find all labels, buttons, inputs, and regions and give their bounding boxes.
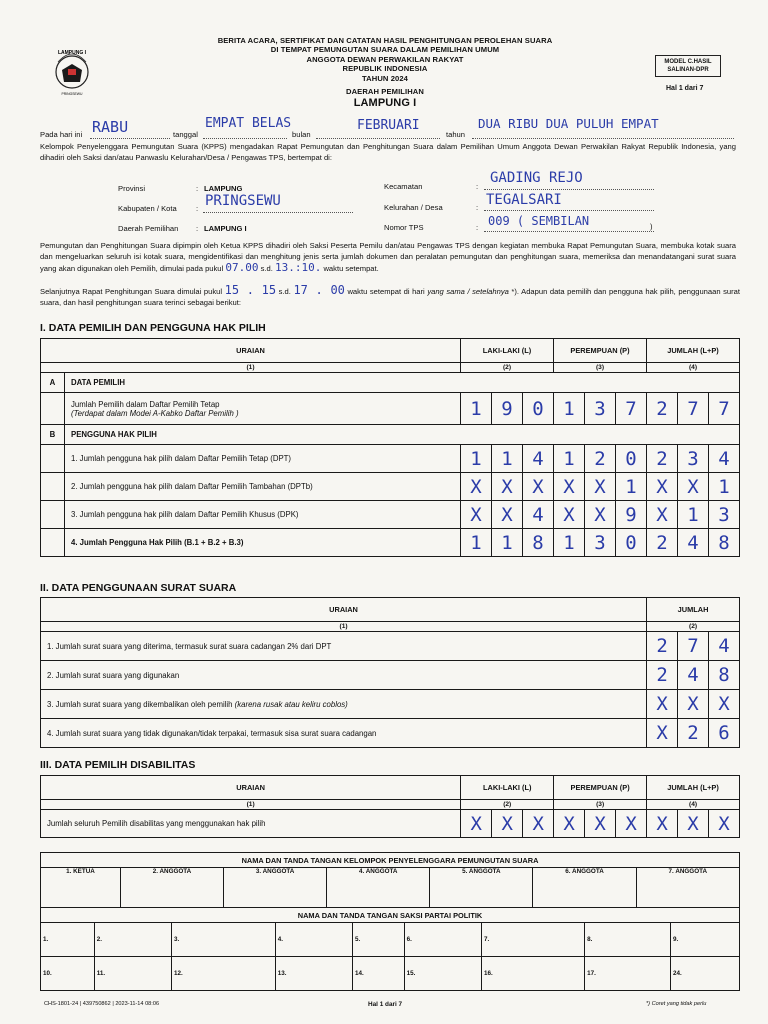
form-page: LAMPUNG I PRINGSEWU BERITA ACARA, SERTIFIKAT DAN CATATAN HASIL PENGHITUNGAN PEROLEHAN SUARA DI TEMPAT PEMUNGUTAN SUARA DALAM PEMILIHAN UMUM ANGGOTA DEWAN PERWAKILAN RAKYAT REPUBLIK INDONESIA TAHUN 2024 DAERAH PEMILIHAN LAMPUNG I MODEL C.HASIL SALINAN-DPR Hal 1 dari 7 Pada hari ini RABU tanggal EMPAT BELAS bulan FEBRUARI tahun DUA RIBU DUA PULUH EMPAT Kelompok Penyelenggara Pemungutan Suara (KPPS) mengadakan Rapat Pemungutan dan Penghitungan Suara dalam Pemilihan Umum Anggota Dewan Perwakilan Rakyat Republik Indonesia, yang dihadiri oleh Saksi dan/atau Panwaslu Kelurahan/Desa / Pengawas TPS, bertempat di: Provinsi : LAMPUNG Kabupaten / Kota : PRINGSEWU Daerah Pemilihan : LAMPUNG I Kecamatan : GADING REJO Kelurahan / Desa : TEGALSARI Nomor TPS : 009 ( SEMBILAN ) Pemungutan dan Penghitungan Suara dipimpin oleh Ketua KPPS dihadiri oleh Saksi Peserta Pemilu dan/atau Pengawas TPS dengan kegiatan membuka Rapat Pemungutan Suara, membuka kotak suara dan mengeluarkan seluruh isi kotak suara, mengidentifikasi dan menghitung jenis serta jumlah dokumen dan peralatan pemungutan dan penghitungan suara, memeriksa dan menandatangani surat suara yang akan digunakan oleh Pemilih, dimulai pada pukul 07.00 s.d. 13.:10. waktu setempat. Selanjutnya Rapat Penghitungan Suara dimulai pukul 15 . 15 s.d. 17 . 00 waktu setempat di hari yang sama / setelahnya *). Adapun data pemilih dan pengguna hak pilih, penggunaan surat suara, dan hasil penghitungan suara terinci sebagai berikut: I. DATA PEMILIH DAN PENGGUNA HAK PILIH URAIAN LAKI-LAKI (L) PEREMPUAN (P) JUMLAH (L+P) (1) (2) (3) (4) A DATA PEMILIH Jumlah Pemilih dalam Daftar Pemilih Tetap (Terdapat dalam Modei A-Kabko Daftar Pemilih ) 1 9 0 1 3 7 2 7 7 B PENGGUNA HAK PILIH 1. Jumlah pengguna hak pilih dalam Daftar Pemilih Tetap (DPT) 1 1 4 1 2 0 2 3 4 2. Jumlah pengguna hak pilih dalam Daftar Pemilih Tambahan (DPTb) X X X X X 1 X X 1 3. Jumlah pengguna hak pilih dalam Daftar Pemilih Khusus (DPK) X X 4 X X 9 X 1 3 4. Jumlah Pengguna Hak Pilih (B.1 + B.2 + B.3) 1 1 8 1 3 0 2 4 8 II. DATA PENGGUNAAN SURAT SUARA URAIAN JUMLAH (1) (2) 1. Jumlah surat suara yang diterima, termasuk surat suara cadangan 2% dari DPT 2 7 4 2. Jumlah surat suara yang digunakan 2 4 8 3. Jumlah surat suara yang dikembalikan oleh pemilih (karena rusak atau keliru coblos) X X X 4. Jumlah surat suara yang tidak digunakan/tidak terpakai, termasuk sisa surat suara cadangan X 2 6 III. DATA PEMILIH DISABILITAS URAIAN LAKI-LAKI (L) PEREMPUAN (P) JUMLAH (L+P) (1) (2) (3) (4) Jumlah seluruh Pemilih disabilitas yang menggunakan hak pilih X X X X X X X X X NAMA DAN TANDA TANGAN KELOMPOK PENYELENGGARA PEMUNGUTAN SUARA 1. KETUA 2. ANGGOTA 3. ANGGOTA 4. ANGGOTA 5. ANGGOTA 6. ANGGOTA 7. ANGGOTA NAMA DAN TANDA TANGAN SAKSI PARTAI POLITIK 1. 2. 3. 4. 5. 6. 7. 8. 9. 10. 11. 12. 13. 14. 15. 16. 17. 24. CHS-1801-24 | 439750862 | 2023-11-14 08:06 Hal 1 dari 7 *) Coret yang tidak perlu (0, 0, 768, 1024)
digit-cell: X (461, 810, 492, 838)
saksi-sign-5[interactable]: 5. (353, 923, 405, 957)
kelurahan-label: Kelurahan / Desa (384, 203, 443, 212)
tps-value: 009 ( SEMBILAN (488, 214, 590, 228)
saksi-sign-16[interactable]: 16. (482, 957, 585, 991)
saksi-sign-2[interactable]: 2. (94, 923, 171, 957)
digit-cell: X (616, 810, 647, 838)
kpps-sign-7[interactable]: 7. ANGGOTA (636, 868, 739, 908)
digit-cell: 2 (678, 719, 709, 748)
digit-cell: X (523, 810, 554, 838)
digit-cell: 7 (678, 393, 709, 425)
s1-b1-text: 1. Jumlah pengguna hak pilih dalam Daftar Pemilih Tetap (DPT) (65, 445, 461, 473)
digit-cell: 3 (585, 393, 616, 425)
procedure-paragraph (40, 240, 736, 274)
kpps-sign-6[interactable]: 6. ANGGOTA (533, 868, 636, 908)
digit-cell: X (585, 501, 616, 529)
s2-row1-text: 1. Jumlah surat suara yang diterima, termasuk surat suara cadangan 2% dari DPT (41, 632, 647, 661)
digit-cell: 0 (523, 393, 554, 425)
s1-b2-text: 2. Jumlah pengguna hak pilih dalam Daftar Pemilih Tambahan (DPTb) (65, 473, 461, 501)
digit-cell: 4 (523, 445, 554, 473)
digit-cell: X (678, 690, 709, 719)
svg-text:LAMPUNG I: LAMPUNG I (57, 50, 87, 56)
s1-col-uraian: URAIAN (41, 339, 461, 363)
digit-cell: X (647, 690, 678, 719)
region-label: DAERAH PEMILIHAN (346, 87, 424, 97)
s2-n2: (2) (647, 622, 740, 632)
daerah-value: LAMPUNG I (204, 224, 247, 233)
s1-col-p: PEREMPUAN (P) (554, 339, 647, 363)
digit-cell: 3 (709, 501, 740, 529)
counting-text-a: Selanjutnya Rapat Penghitungan Suara dimulai pukul (40, 287, 223, 296)
digit-cell: X (678, 810, 709, 838)
saksi-sign-1[interactable]: 1. (41, 923, 95, 957)
padahari-value: RABU (92, 118, 129, 136)
procedure-text: Pemungutan dan Penghitungan Suara dipimpin oleh Ketua KPPS dihadiri oleh Saksi Peserta Pemilu dan/atau Pengawas TPS dengan kegiatan membuka Rapat Pemungutan Suara, membuka kotak suara dan mengeluarkan seluruh isi kotak suara, mengidentifikasi dan menghitung jenis serta jumlah dokumen dan peralatan pemungutan dan penghitungan suara, memeriksa dan menandatangani surat suara yang akan digunakan oleh Pemilih, dimulai pada pukul (40, 241, 736, 273)
saksi-sign-24[interactable]: 24. (670, 957, 739, 991)
counting-text-d: *). Adapun data pemilih dan (511, 287, 607, 296)
section3-title: III. DATA PEMILIH DISABILITAS (40, 759, 196, 771)
section2-table (40, 597, 740, 748)
digit-cell: 0 (616, 445, 647, 473)
count-end-time: 17 . 00 (293, 283, 345, 297)
saksi-sign-12[interactable]: 12. (171, 957, 275, 991)
digit-cell: X (554, 473, 585, 501)
s3-n3: (3) (554, 800, 647, 810)
digit-cell: 2 (647, 661, 678, 690)
digit-cell: 8 (523, 529, 554, 557)
saksi-sign-15[interactable]: 15. (404, 957, 481, 991)
digit-cell: 2 (647, 529, 678, 557)
digit-cell: 2 (647, 393, 678, 425)
section3-table (40, 775, 740, 838)
digit-cell: X (461, 473, 492, 501)
kpps-sign-4[interactable]: 4. ANGGOTA (327, 868, 430, 908)
s3-col-uraian: URAIAN (41, 776, 461, 800)
kpps-sign-3[interactable]: 3. ANGGOTA (224, 868, 327, 908)
start-time: 07.00 (225, 261, 259, 274)
table-row (41, 529, 740, 557)
counting-text-b: waktu setempat di hari (347, 287, 425, 296)
kecamatan-label: Kecamatan (384, 182, 423, 191)
s3-col-p: PEREMPUAN (P) (554, 776, 647, 800)
tahun-value: DUA RIBU DUA PULUH EMPAT (478, 116, 659, 131)
header-line-3: ANGGOTA DEWAN PERWAKILAN RAKYAT (306, 54, 464, 64)
digit-cell: X (554, 810, 585, 838)
kpu-lampung-logo (44, 42, 100, 98)
tahun-label: tahun (446, 130, 466, 139)
saksi-title: NAMA DAN TANDA TANGAN SAKSI PARTAI POLITIK (41, 908, 740, 923)
digit-cell: X (709, 690, 740, 719)
digit-cell: 4 (678, 529, 709, 557)
digit-cell: X (678, 473, 709, 501)
tanggal-label: tanggal (173, 130, 198, 139)
count-start-time: 15 . 15 (224, 283, 277, 297)
table-row (41, 690, 740, 719)
kabupaten-value: PRINGSEWU (205, 193, 281, 209)
saksi-sign-4[interactable]: 4. (275, 923, 352, 957)
s1-n1: (1) (41, 363, 461, 373)
s1-a1-text (65, 393, 461, 425)
s3-col-j: JUMLAH (L+P) (647, 776, 740, 800)
digit-cell: X (647, 473, 678, 501)
digit-cell: 7 (616, 393, 647, 425)
header-line-5: TAHUN 2024 (361, 73, 408, 83)
saksi-sign-13[interactable]: 13. (275, 957, 352, 991)
digit-cell: X (461, 501, 492, 529)
bulan-label: bulan (292, 130, 311, 139)
opening-sentence: Kelompok Penyelenggara Pemungutan Suara (KPPS) mengadakan Rapat Pemungutan dan Penghitungan Suara dalam Pemilihan Umum Anggota Dewan Perwakilan Rakyat Republik Indonesia, yang dihadiri oleh Saksi dan/atau Panwaslu Kelurahan/Desa / Pengawas TPS, bertempat di: (40, 142, 736, 162)
digit-cell: 2 (647, 445, 678, 473)
bulan-value: FEBRUARI (357, 118, 420, 133)
digit-cell: 1 (554, 393, 585, 425)
page-indicator: Hal 1 dari 7 (666, 85, 704, 92)
digit-cell: 1 (709, 473, 740, 501)
s1-a1-sub: (Terdapat dalam Modei A-Kabko Daftar Pemilih ) (71, 408, 239, 418)
s3-col-l: LAKI-LAKI (L) (461, 776, 554, 800)
s1-a-label: A (41, 373, 65, 393)
header-line-1: BERITA ACARA, SERTIFIKAT DAN CATATAN HASIL PENGHITUNGAN PEROLEHAN SUARA (217, 36, 553, 45)
s3-row-text: Jumlah seluruh Pemilih disabilitas yang menggunakan hak pilih (41, 810, 461, 838)
end-time: 13.:10. (274, 261, 322, 274)
waktu-text: waktu setempat. (323, 264, 379, 273)
s1-col-l: LAKI-LAKI (L) (461, 339, 554, 363)
digit-cell: 7 (678, 632, 709, 661)
section1-title: I. DATA PEMILIH DAN PENGGUNA HAK PILIH (40, 322, 266, 334)
table-row (41, 473, 740, 501)
counting-text-e: pengguna hak pilih, penggunaan surat suara, dan hasil penghitungan suara terinci sebagai berikut: (40, 287, 740, 307)
kpps-title: NAMA DAN TANDA TANGAN KELOMPOK PENYELENGGARA PEMUNGUTAN SUARA (41, 853, 740, 868)
digit-cell: 3 (678, 445, 709, 473)
kpps-sign-1[interactable]: 1. KETUA (41, 868, 121, 908)
tanggal-value: EMPAT BELAS (205, 116, 292, 131)
digit-cell: 0 (616, 529, 647, 557)
s1-n4: (4) (647, 363, 740, 373)
digit-cell: X (708, 810, 739, 838)
footer-note: *) Coret yang tidak perlu (646, 1001, 707, 1007)
s2-col-j: JUMLAH (647, 598, 740, 622)
digit-cell: X (647, 810, 678, 838)
digit-cell: 1 (492, 445, 523, 473)
daerah-label: Daerah Pemilihan (118, 224, 179, 233)
table-row (41, 719, 740, 748)
tps-label: Nomor TPS (384, 223, 424, 232)
digit-cell: 4 (523, 501, 554, 529)
saksi-sign-10[interactable]: 10. (41, 957, 95, 991)
counting-text-c: yang sama / setelahnya (427, 287, 509, 296)
signature-table (40, 852, 740, 991)
s1-n3: (3) (554, 363, 647, 373)
s3-n4: (4) (647, 800, 740, 810)
s2-row2-text: 2. Jumlah surat suara yang digunakan (41, 661, 647, 690)
document-header (150, 36, 620, 110)
table-row (41, 393, 740, 425)
digit-cell: X (585, 473, 616, 501)
model-box: MODEL C.HASIL SALINAN-DPR (655, 55, 721, 77)
s3-n1: (1) (41, 800, 461, 810)
s2-row3-main: 3. Jumlah surat suara yang dikembalikan oleh pemilih (47, 699, 233, 709)
saksi-sign-3[interactable]: 3. (171, 923, 275, 957)
digit-cell: X (492, 473, 523, 501)
digit-cell: 4 (678, 661, 709, 690)
table-row (41, 632, 740, 661)
digit-cell: X (554, 501, 585, 529)
section1-table (40, 338, 740, 557)
kelurahan-value: TEGALSARI (486, 192, 562, 208)
s1-col-j: JUMLAH (L+P) (647, 339, 740, 363)
saksi-sign-7[interactable]: 7. (482, 923, 585, 957)
digit-cell: 2 (647, 632, 678, 661)
tps-close: ) (650, 222, 653, 231)
digit-cell: X (647, 719, 678, 748)
padahari-label: Pada hari ini (40, 130, 83, 139)
s2-n1: (1) (41, 622, 647, 632)
digit-cell: X (492, 501, 523, 529)
digit-cell: 6 (709, 719, 740, 748)
table-row (41, 501, 740, 529)
provinsi-value: LAMPUNG (204, 184, 243, 193)
digit-cell: X (647, 501, 678, 529)
digit-cell: 8 (709, 529, 740, 557)
footer-page: Hal 1 dari 7 (368, 1001, 403, 1008)
digit-cell: X (585, 810, 616, 838)
digit-cell: 1 (492, 529, 523, 557)
svg-text:PRINGSEWU: PRINGSEWU (61, 92, 83, 96)
digit-cell: 3 (585, 529, 616, 557)
digit-cell: 1 (616, 473, 647, 501)
digit-cell: 4 (709, 632, 740, 661)
counting-paragraph (40, 285, 740, 308)
kpps-sign-5[interactable]: 5. ANGGOTA (430, 868, 533, 908)
digit-cell: 1 (461, 529, 492, 557)
sd-2: s.d. (278, 287, 291, 296)
header-line-2: DI TEMPAT PEMUNGUTAN SUARA DALAM PEMILIHAN UMUM (270, 45, 500, 55)
digit-cell: 4 (709, 445, 740, 473)
s1-a-title: DATA PEMILIH (65, 373, 740, 393)
s3-n2: (2) (461, 800, 554, 810)
saksi-sign-8[interactable]: 8. (585, 923, 671, 957)
table-row (41, 661, 740, 690)
table-row (41, 445, 740, 473)
digit-cell: 9 (492, 393, 523, 425)
s2-col-uraian: URAIAN (41, 598, 647, 622)
s2-row4-text: 4. Jumlah surat suara yang tidak digunakan/tidak terpakai, termasuk sisa surat suara cadangan (41, 719, 647, 748)
s1-b-label: B (41, 425, 65, 445)
kpps-sign-2[interactable]: 2. ANGGOTA (120, 868, 223, 908)
s1-b3-text: 3. Jumlah pengguna hak pilih dalam Daftar Pemilih Khusus (DPK) (65, 501, 461, 529)
provinsi-label: Provinsi (118, 184, 146, 193)
digit-cell: 1 (678, 501, 709, 529)
saksi-sign-14[interactable]: 14. (353, 957, 405, 991)
digit-cell: 1 (554, 529, 585, 557)
s1-a1-main: Jumlah Pemilih dalam Daftar Pemilih Tetap (71, 399, 220, 409)
saksi-sign-6[interactable]: 6. (404, 923, 481, 957)
kecamatan-value: GADING REJO (490, 170, 583, 186)
digit-cell: 9 (616, 501, 647, 529)
footer-code: CHS-1801-24 | 439750862 | 2023-11-14 08:06 (44, 1001, 160, 1007)
digit-cell: 8 (709, 661, 740, 690)
digit-cell: 1 (554, 445, 585, 473)
saksi-sign-11[interactable]: 11. (94, 957, 171, 991)
s1-b4-text: 4. Jumlah Pengguna Hak Pilih (B.1 + B.2 + B.3) (65, 529, 461, 557)
s2-row3-ital: (karena rusak atau keliru coblos) (234, 699, 348, 709)
digit-cell: 1 (461, 393, 492, 425)
region-value: LAMPUNG I (353, 97, 417, 110)
digit-cell: 7 (709, 393, 740, 425)
saksi-sign-17[interactable]: 17. (585, 957, 671, 991)
digit-cell: 1 (461, 445, 492, 473)
saksi-sign-9[interactable]: 9. (670, 923, 739, 957)
digit-cell: X (523, 473, 554, 501)
sd-1: s.d. (260, 264, 273, 273)
header-line-4: REPUBLIK INDONESIA (342, 64, 428, 74)
s2-row3-text (41, 690, 647, 719)
kabupaten-label: Kabupaten / Kota (118, 204, 177, 213)
section2-title: II. DATA PENGGUNAAN SURAT SUARA (40, 582, 237, 594)
table-row (41, 810, 740, 838)
s1-n2: (2) (461, 363, 554, 373)
digit-cell: 2 (585, 445, 616, 473)
digit-cell: X (492, 810, 523, 838)
s1-b-title: PENGGUNA HAK PILIH (65, 425, 740, 445)
